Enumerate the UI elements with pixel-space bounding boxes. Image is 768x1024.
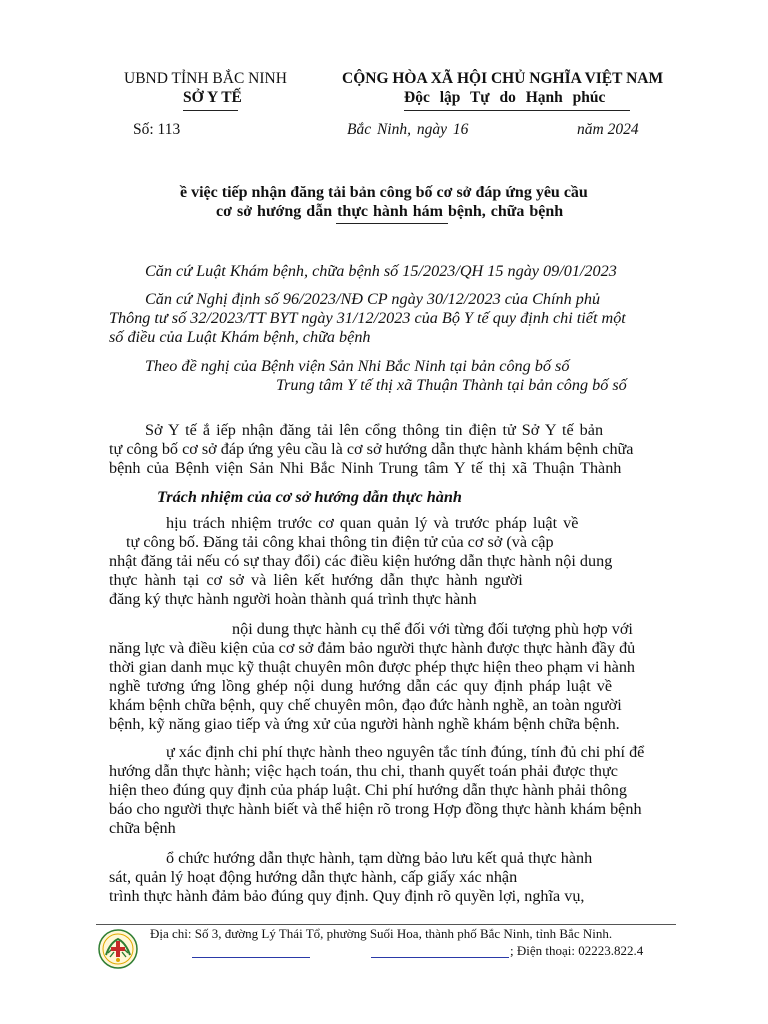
legal-basis-line: Theo đề nghị của Bệnh viện Sản Nhi Bắc Ninh tại bản công bố số [145,357,570,375]
legal-basis-line: Trung tâm Y tế thị xã Thuận Thành tại bản công bố số [276,376,627,394]
paragraph-line: hịu trách nhiệm trước cơ quan quản lý và trước pháp luật về [166,514,579,532]
intro-line: bệnh của Bệnh viện Sản Nhi Bắc Ninh Trung tâm Y tế thị xã Thuận Thành [109,459,622,477]
paragraph-line: trình thực hành đảm bảo đúng quy định. Quy định rõ quyền lợi, nghĩa vụ, [109,887,585,905]
paragraph-line: đăng ký thực hành người hoàn thành quá trình thực hành [109,590,477,608]
paragraph-line: chữa bệnh [109,819,176,837]
paragraph-line: bệnh, kỹ năng giao tiếp và ứng xử của người hành nghề khám bệnh chữa bệnh. [109,715,620,733]
paragraph-line: tự công bố. Đăng tải công khai thông tin điện tử của cơ sở (và cập [126,533,554,551]
paragraph-line: năng lực và điều kiện của cơ sở đảm bảo người thực hành được thực hành đầy đủ [109,639,636,657]
paragraph-line: sát, quản lý hoạt động hướng dẫn thực hành, cấp giấy xác nhận [109,868,518,886]
footer-phone: ; Điện thoại: 02223.822.4 [510,943,644,958]
paragraph-line: ổ chức hướng dẫn thực hành, tạm dừng bảo lưu kết quả thực hành [166,849,593,867]
subject-line-1: ề việc tiếp nhận đăng tải bản công bố cơ sở đáp ứng yêu cầu [180,184,588,201]
paragraph-line: nhật đăng tải nếu có sự thay đổi) các điều kiện hướng dẫn thực hành nội dung [109,552,613,570]
republic-title: CỘNG HÒA XÃ HỘI CHỦ NGHĨA VIỆT NAM [342,70,664,87]
document-number: Số: 113 [133,121,181,138]
intro-line: tự công bố cơ sở đáp ứng yêu cầu là cơ sở hướng dẫn thực hành khám bệnh chữa [109,440,634,458]
paragraph-line: hiện theo đúng quy định của pháp luật. Chi phí hướng dẫn thực hành phải thông [109,781,627,799]
footer-address: Địa chỉ: Số 3, đường Lý Thái Tổ, phường Suối Hoa, thành phố Bắc Ninh, tỉnh Bắc Ninh. [150,926,613,941]
subject-line-2: cơ sở hướng dẫn thực hành hám bệnh, chữa bệnh [216,203,564,220]
paragraph-line: nghề tương ứng lồng ghép nội dung hướng dẫn các quy định pháp luật về [109,677,613,695]
footer-website-link[interactable] [371,957,509,958]
footer-divider [96,924,676,925]
legal-basis-line: Căn cứ Luật Khám bệnh, chữa bệnh số 15/2023/QH 15 ngày 09/01/2023 [145,262,617,280]
paragraph-line: thực hành tại cơ sở và liên kết hướng dẫn thực hành người [109,571,523,589]
department-logo-icon [98,929,138,969]
department-name: SỞ Y TẾ [183,89,242,106]
department-underline [183,110,238,111]
paragraph-line: ự xác định chi phí thực hành theo nguyên tắc tính đúng, tính đủ chi phí để [166,743,645,761]
section-title: Trách nhiệm của cơ sở hướng dẫn thực hành [157,488,462,506]
national-motto: Độc lập Tự do Hạnh phúc [404,89,606,106]
agency-name: UBND TỈNH BẮC NINH [124,70,287,87]
footer-email-link[interactable] [192,957,310,958]
motto-underline [404,110,630,111]
paragraph-line: hướng dẫn thực hành; việc hạch toán, thu chi, thanh quyết toán phải được thực [109,762,618,780]
document-year: năm 2024 [577,121,639,138]
paragraph-line: báo cho người thực hành biết và thể hiện rõ trong Hợp đồng thực hành khám bệnh [109,800,642,818]
paragraph-line: nội dung thực hành cụ thể đối với từng đối tượng phù hợp với [232,620,633,638]
legal-basis-line: Thông tư số 32/2023/TT BYT ngày 31/12/2023 của Bộ Y tế quy định chi tiết một [109,309,626,327]
paragraph-line: khám bệnh chữa bệnh, quy chế chuyên môn, đạo đức hành nghề, an toàn người [109,696,622,714]
paragraph-line: thời gian danh mục kỹ thuật chuyên môn được phép thực hiện theo phạm vi hành [109,658,636,676]
legal-basis-line: số điều của Luật Khám bệnh, chữa bệnh [109,328,371,346]
intro-line: Sở Y tế ắ iếp nhận đăng tải lên cổng thông tin điện tử Sở Y tế bản [145,421,604,439]
legal-basis-line: Căn cứ Nghị định số 96/2023/NĐ CP ngày 30/12/2023 của Chính phủ [145,290,601,308]
subject-underline [336,223,448,224]
place-date: Bắc Ninh, ngày 16 [347,121,469,138]
